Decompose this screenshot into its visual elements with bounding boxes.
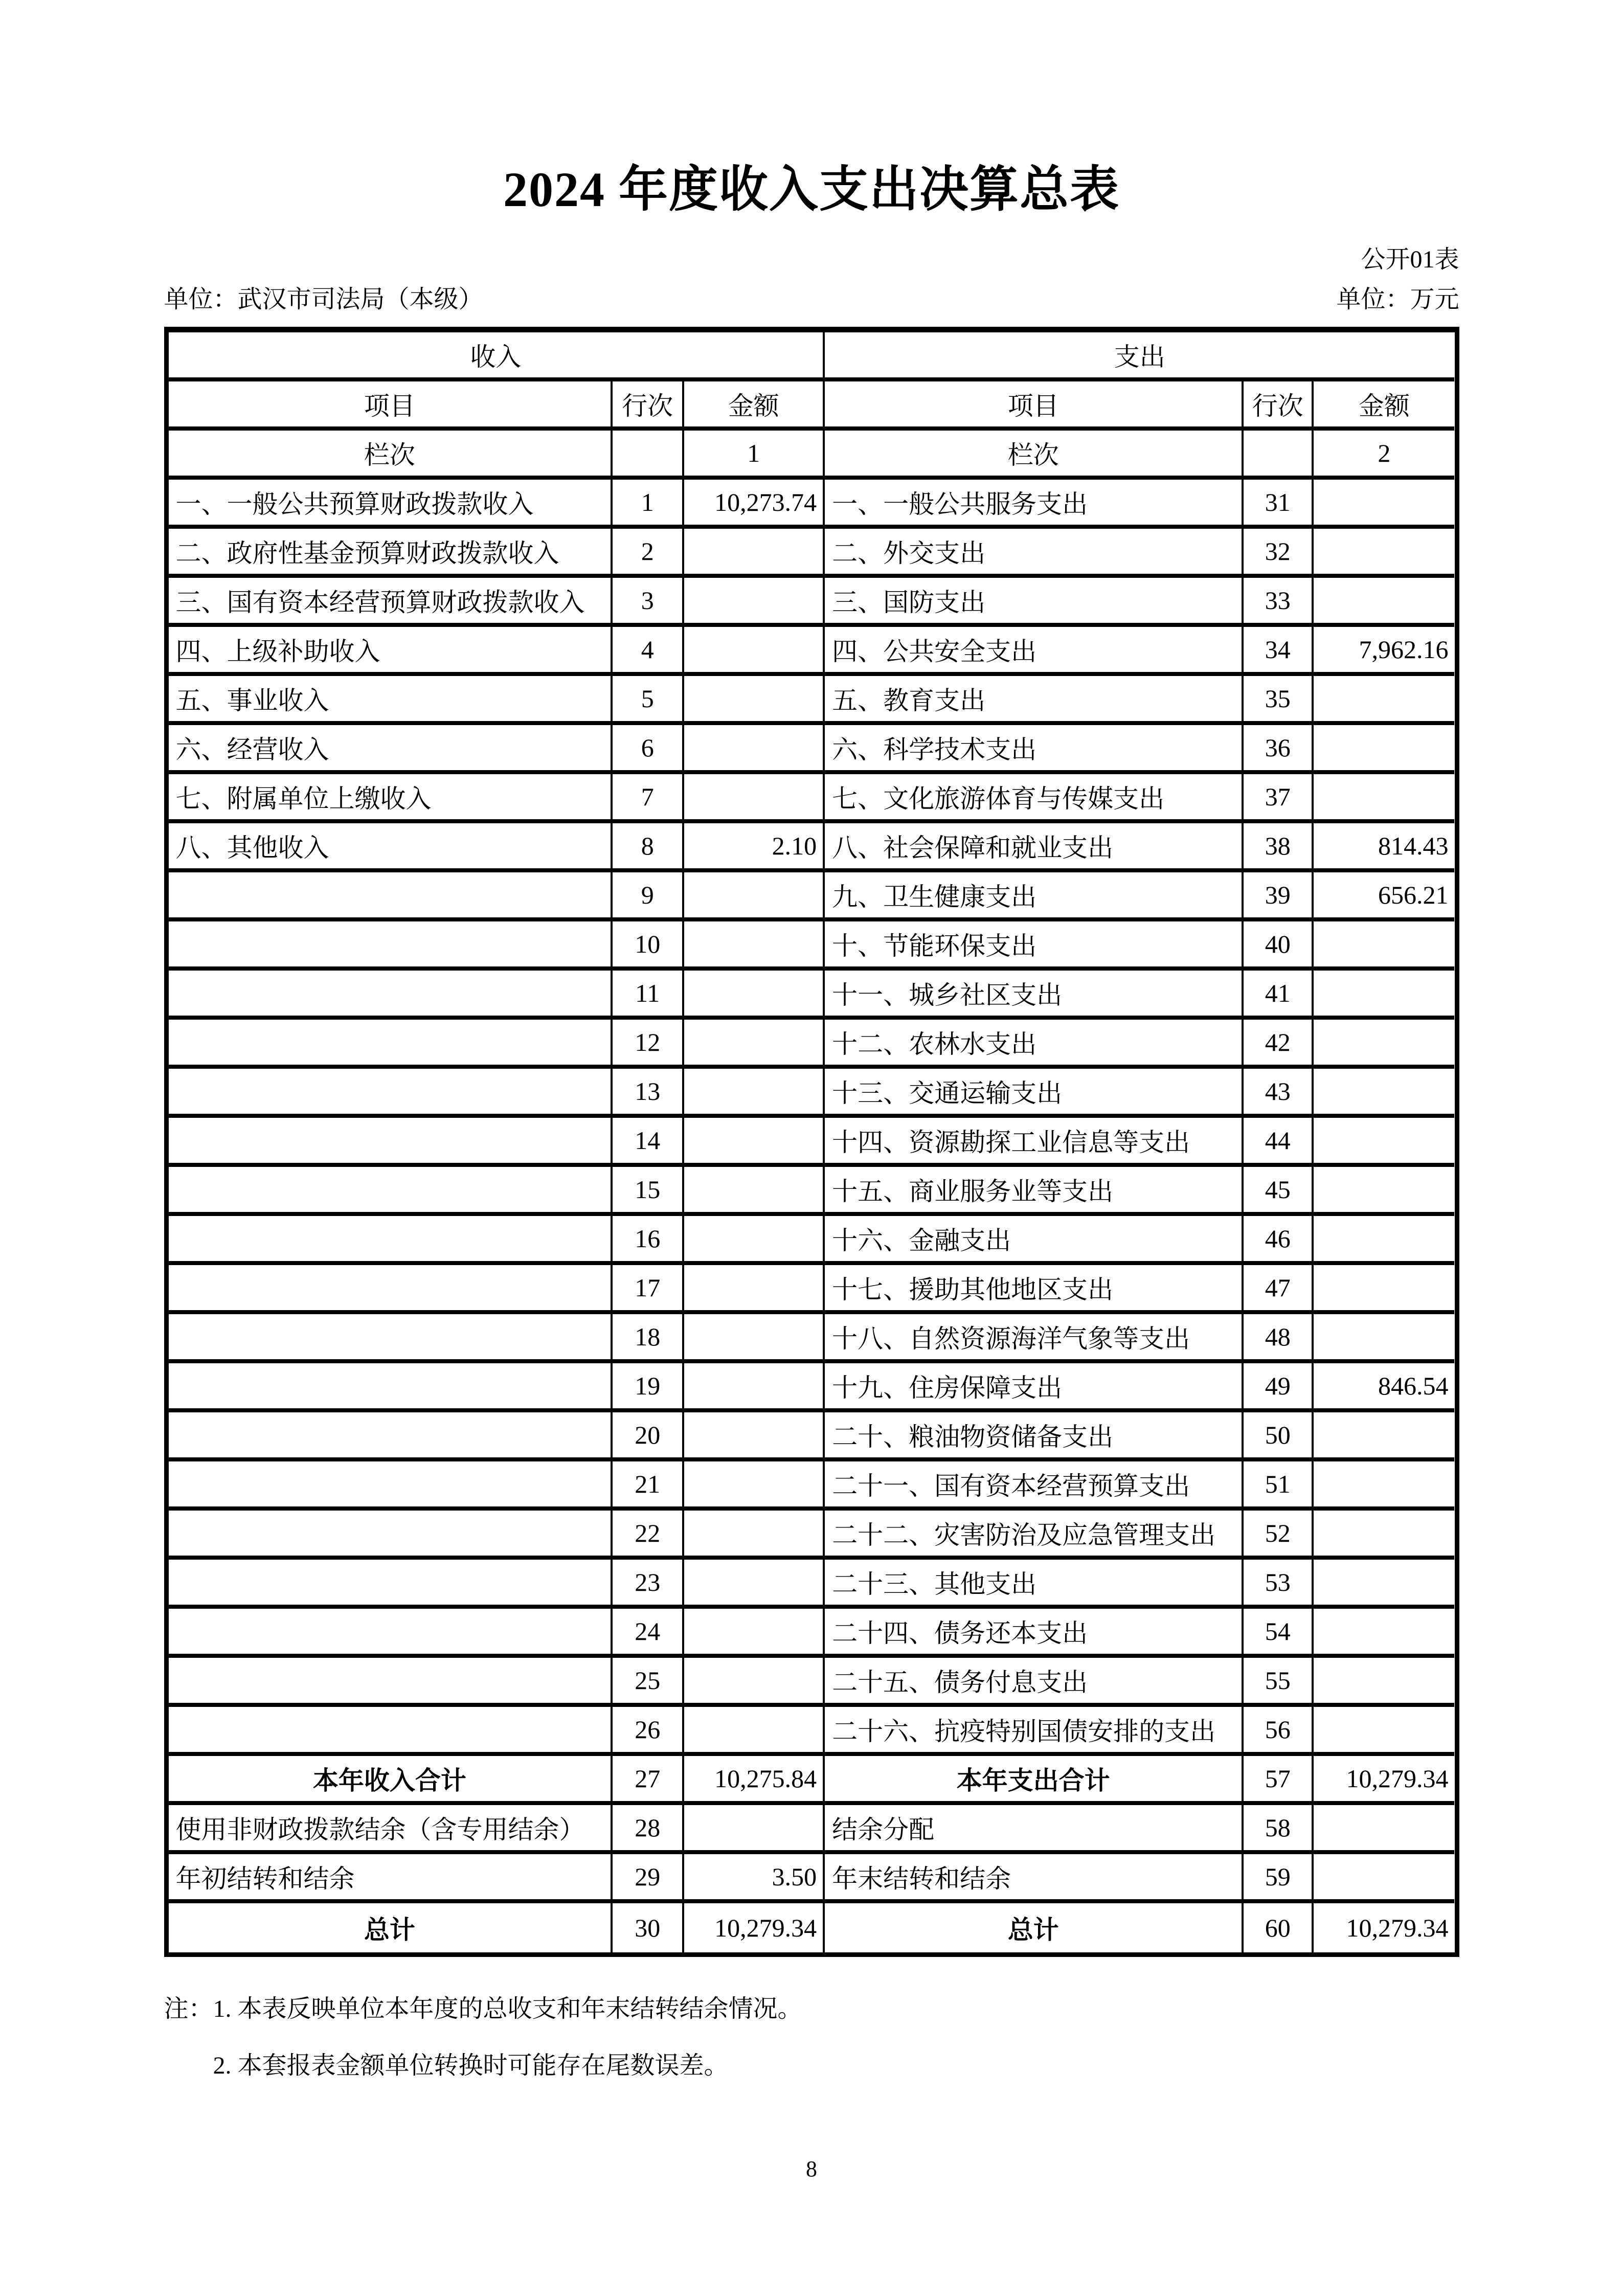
budget-summary-table	[164, 327, 1459, 1957]
expense-item-cell: 八、社会保障和就业支出	[825, 823, 1244, 872]
expense-amount-cell	[1314, 725, 1454, 774]
income-line-cell: 11	[613, 971, 684, 1020]
expense-amount-cell: 7,962.16	[1314, 627, 1454, 676]
currency-unit-label: 单位：万元	[1336, 286, 1459, 313]
table-code-label: 公开01表	[1361, 245, 1459, 273]
expense-lane-label: 栏次	[825, 431, 1244, 480]
expense-line-cell: 59	[1244, 1854, 1314, 1903]
income-amount-cell	[684, 1167, 825, 1216]
income-line-cell: 14	[613, 1118, 684, 1167]
income-lane-col-number: 1	[684, 431, 825, 480]
expense-amount-cell	[1314, 1265, 1454, 1314]
income-line-cell: 10	[613, 921, 684, 971]
income-amount-cell	[684, 1314, 825, 1363]
expense-amount-cell: 10,279.34	[1314, 1756, 1454, 1805]
expense-line-cell: 55	[1244, 1658, 1314, 1707]
expense-item-cell: 六、科学技术支出	[825, 725, 1244, 774]
expense-amount-cell	[1314, 676, 1454, 725]
income-line-cell: 23	[613, 1560, 684, 1609]
expense-item-cell: 七、文化旅游体育与传媒支出	[825, 774, 1244, 823]
expense-line-cell: 58	[1244, 1805, 1314, 1854]
expense-amount-cell: 656.21	[1314, 872, 1454, 921]
income-lane-label: 栏次	[169, 431, 613, 480]
note-1: 注：1. 本表反映单位本年度的总收支和年末结转结余情况。	[164, 1995, 802, 2023]
expense-line-cell: 34	[1244, 627, 1314, 676]
expense-item-cell: 九、卫生健康支出	[825, 872, 1244, 921]
expense-item-cell: 十二、农林水支出	[825, 1020, 1244, 1069]
expense-item-cell: 十九、住房保障支出	[825, 1363, 1244, 1412]
income-item-cell: 一、一般公共预算财政拨款收入	[169, 480, 613, 529]
expense-line-cell: 54	[1244, 1609, 1314, 1658]
expense-amount-cell	[1314, 578, 1454, 627]
expense-item-cell: 二十一、国有资本经营预算支出	[825, 1461, 1244, 1511]
expense-item-cell: 二十五、债务付息支出	[825, 1658, 1244, 1707]
expense-line-cell: 33	[1244, 578, 1314, 627]
income-amount-cell	[684, 627, 825, 676]
expense-amount-header: 金额	[1314, 381, 1454, 431]
income-line-cell: 12	[613, 1020, 684, 1069]
expense-amount-cell	[1314, 1118, 1454, 1167]
income-amount-cell	[684, 1658, 825, 1707]
expense-item-cell: 总计	[825, 1903, 1244, 1952]
expense-section-header: 支出	[825, 332, 1454, 381]
expense-item-cell: 二十、粮油物资储备支出	[825, 1412, 1244, 1461]
note-2: 2. 本套报表金额单位转换时可能存在尾数误差。	[213, 2052, 729, 2080]
expense-item-cell: 十七、援助其他地区支出	[825, 1265, 1244, 1314]
expense-amount-cell	[1314, 529, 1454, 578]
expense-item-cell: 二十三、其他支出	[825, 1560, 1244, 1609]
expense-item-cell: 三、国防支出	[825, 578, 1244, 627]
expense-item-cell: 结余分配	[825, 1805, 1244, 1854]
income-amount-cell	[684, 872, 825, 921]
expense-line-cell: 49	[1244, 1363, 1314, 1412]
reporting-unit-label: 单位：武汉市司法局（本级）	[164, 286, 483, 313]
income-amount-cell	[684, 1609, 825, 1658]
expense-line-cell: 41	[1244, 971, 1314, 1020]
income-item-cell: 四、上级补助收入	[169, 627, 613, 676]
income-amount-cell	[684, 971, 825, 1020]
expense-amount-cell	[1314, 1560, 1454, 1609]
income-amount-cell: 10,273.74	[684, 480, 825, 529]
expense-item-cell: 十五、商业服务业等支出	[825, 1167, 1244, 1216]
income-line-cell: 29	[613, 1854, 684, 1903]
income-item-header: 项目	[169, 381, 613, 431]
income-line-cell: 27	[613, 1756, 684, 1805]
expense-line-cell: 40	[1244, 921, 1314, 971]
income-item-cell	[169, 1265, 613, 1314]
income-amount-cell	[684, 725, 825, 774]
income-amount-cell	[684, 1805, 825, 1854]
expense-item-cell: 二、外交支出	[825, 529, 1244, 578]
income-line-cell: 3	[613, 578, 684, 627]
income-line-cell: 4	[613, 627, 684, 676]
expense-line-cell: 31	[1244, 480, 1314, 529]
expense-lane-col-number: 2	[1314, 431, 1454, 480]
income-item-cell: 本年收入合计	[169, 1756, 613, 1805]
content-area	[164, 246, 1459, 2182]
income-amount-cell: 2.10	[684, 823, 825, 872]
income-item-cell	[169, 1511, 613, 1560]
income-item-cell: 五、事业收入	[169, 676, 613, 725]
income-amount-cell	[684, 1461, 825, 1511]
expense-amount-cell	[1314, 1216, 1454, 1265]
expense-amount-cell	[1314, 971, 1454, 1020]
expense-amount-cell	[1314, 1854, 1454, 1903]
expense-amount-cell	[1314, 1609, 1454, 1658]
expense-line-cell: 47	[1244, 1265, 1314, 1314]
expense-line-cell: 56	[1244, 1707, 1314, 1756]
expense-amount-cell	[1314, 1412, 1454, 1461]
income-line-cell: 8	[613, 823, 684, 872]
expense-line-cell: 57	[1244, 1756, 1314, 1805]
income-item-cell	[169, 1609, 613, 1658]
income-line-header: 行次	[613, 381, 684, 431]
income-amount-cell	[684, 1412, 825, 1461]
income-item-cell	[169, 1314, 613, 1363]
expense-amount-cell	[1314, 1314, 1454, 1363]
income-item-cell	[169, 1069, 613, 1118]
income-item-cell: 二、政府性基金预算财政拨款收入	[169, 529, 613, 578]
income-section-header: 收入	[169, 332, 825, 381]
income-line-cell: 20	[613, 1412, 684, 1461]
income-amount-cell	[684, 1560, 825, 1609]
expense-item-cell: 二十二、灾害防治及应急管理支出	[825, 1511, 1244, 1560]
expense-line-cell: 36	[1244, 725, 1314, 774]
income-item-cell	[169, 1118, 613, 1167]
income-amount-cell	[684, 1363, 825, 1412]
expense-amount-cell	[1314, 921, 1454, 971]
expense-lane-line	[1244, 431, 1314, 480]
income-line-cell: 24	[613, 1609, 684, 1658]
income-item-cell: 六、经营收入	[169, 725, 613, 774]
expense-line-cell: 46	[1244, 1216, 1314, 1265]
expense-item-cell: 十六、金融支出	[825, 1216, 1244, 1265]
expense-line-cell: 52	[1244, 1511, 1314, 1560]
expense-item-cell: 十一、城乡社区支出	[825, 971, 1244, 1020]
income-item-cell	[169, 872, 613, 921]
meta-row	[164, 286, 1459, 313]
income-line-cell: 28	[613, 1805, 684, 1854]
expense-item-cell: 十四、资源勘探工业信息等支出	[825, 1118, 1244, 1167]
income-item-cell: 七、附属单位上缴收入	[169, 774, 613, 823]
income-item-cell	[169, 1020, 613, 1069]
income-item-cell: 总计	[169, 1903, 613, 1952]
expense-item-cell: 本年支出合计	[825, 1756, 1244, 1805]
income-amount-header: 金额	[684, 381, 825, 431]
income-item-cell: 八、其他收入	[169, 823, 613, 872]
expense-line-cell: 50	[1244, 1412, 1314, 1461]
notes-block	[164, 1995, 1459, 2080]
expense-amount-cell	[1314, 1461, 1454, 1511]
income-line-cell: 25	[613, 1658, 684, 1707]
income-line-cell: 17	[613, 1265, 684, 1314]
expense-amount-cell: 10,279.34	[1346, 1914, 1449, 1943]
expense-amount-cell	[1314, 1511, 1454, 1560]
income-line-cell: 21	[613, 1461, 684, 1511]
expense-amount-cell	[1314, 480, 1454, 529]
expense-amount-cell	[1314, 1167, 1454, 1216]
income-amount-cell: 3.50	[684, 1854, 825, 1903]
income-line-cell: 6	[613, 725, 684, 774]
income-line-cell: 9	[613, 872, 684, 921]
income-amount-cell	[684, 676, 825, 725]
income-item-cell	[169, 1461, 613, 1511]
income-amount-cell	[684, 529, 825, 578]
expense-item-cell: 十三、交通运输支出	[825, 1069, 1244, 1118]
expense-item-cell: 二十六、抗疫特别国债安排的支出	[825, 1707, 1244, 1756]
expense-line-cell: 39	[1244, 872, 1314, 921]
expense-line-header: 行次	[1244, 381, 1314, 431]
income-amount-cell	[684, 1020, 825, 1069]
income-amount-cell	[684, 1069, 825, 1118]
expense-item-cell: 十八、自然资源海洋气象等支出	[825, 1314, 1244, 1363]
income-item-cell	[169, 1216, 613, 1265]
expense-item-cell: 十、节能环保支出	[825, 921, 1244, 971]
income-item-cell	[169, 1560, 613, 1609]
expense-amount-cell	[1314, 1707, 1454, 1756]
expense-item-cell: 年末结转和结余	[825, 1854, 1244, 1903]
income-line-cell: 15	[613, 1167, 684, 1216]
income-amount-cell	[684, 774, 825, 823]
income-amount-cell	[684, 1511, 825, 1560]
expense-item-cell: 四、公共安全支出	[825, 627, 1244, 676]
expense-amount-cell	[1314, 1658, 1454, 1707]
income-item-cell	[169, 1363, 613, 1412]
expense-line-cell: 38	[1244, 823, 1314, 872]
income-lane-line	[613, 431, 684, 480]
income-amount-cell	[684, 921, 825, 971]
expense-line-cell: 43	[1244, 1069, 1314, 1118]
income-amount-cell	[684, 1118, 825, 1167]
expense-amount-cell: 846.54	[1314, 1363, 1454, 1412]
income-item-cell	[169, 1658, 613, 1707]
income-line-cell: 18	[613, 1314, 684, 1363]
expense-amount-cell	[1314, 1805, 1454, 1854]
income-line-cell: 22	[613, 1511, 684, 1560]
expense-line-cell: 51	[1244, 1461, 1314, 1511]
income-line-cell: 30	[613, 1903, 684, 1952]
income-line-cell: 13	[613, 1069, 684, 1118]
income-item-cell	[169, 971, 613, 1020]
income-amount-cell	[684, 1707, 825, 1756]
income-line-cell: 1	[613, 480, 684, 529]
income-item-cell	[169, 1707, 613, 1756]
income-amount-cell	[684, 578, 825, 627]
income-item-cell	[169, 1412, 613, 1461]
expense-item-cell: 二十四、债务还本支出	[825, 1609, 1244, 1658]
page-title: 2024 年度收入支出决算总表	[503, 162, 1120, 217]
expense-amount-cell	[1314, 1020, 1454, 1069]
expense-line-cell: 32	[1244, 529, 1314, 578]
expense-line-cell: 60	[1244, 1903, 1314, 1952]
expense-line-cell: 37	[1244, 774, 1314, 823]
income-amount-cell	[684, 1265, 825, 1314]
income-item-cell: 年初结转和结余	[169, 1854, 613, 1903]
expense-item-header: 项目	[825, 381, 1244, 431]
income-amount-cell: 10,275.84	[684, 1756, 825, 1805]
expense-line-cell: 35	[1244, 676, 1314, 725]
expense-item-cell: 五、教育支出	[825, 676, 1244, 725]
expense-amount-cell: 814.43	[1314, 823, 1454, 872]
income-item-cell: 使用非财政拨款结余（含专用结余）	[169, 1805, 613, 1854]
expense-line-cell: 42	[1244, 1020, 1314, 1069]
expense-amount-cell	[1314, 1069, 1454, 1118]
income-item-cell	[169, 1167, 613, 1216]
income-line-cell: 5	[613, 676, 684, 725]
expense-amount-cell	[1314, 774, 1454, 823]
expense-line-cell: 48	[1244, 1314, 1314, 1363]
income-item-cell	[169, 921, 613, 971]
expense-line-cell: 45	[1244, 1167, 1314, 1216]
income-line-cell: 7	[613, 774, 684, 823]
income-line-cell: 2	[613, 529, 684, 578]
income-amount-cell	[684, 1216, 825, 1265]
expense-line-cell: 44	[1244, 1118, 1314, 1167]
income-amount-cell: 10,279.34	[684, 1903, 825, 1952]
income-line-cell: 19	[613, 1363, 684, 1412]
income-line-cell: 16	[613, 1216, 684, 1265]
income-item-cell: 三、国有资本经营预算财政拨款收入	[169, 578, 613, 627]
expense-item-cell: 一、一般公共服务支出	[825, 480, 1244, 529]
page-number: 8	[806, 2156, 817, 2181]
expense-line-cell: 53	[1244, 1560, 1314, 1609]
income-line-cell: 26	[613, 1707, 684, 1756]
